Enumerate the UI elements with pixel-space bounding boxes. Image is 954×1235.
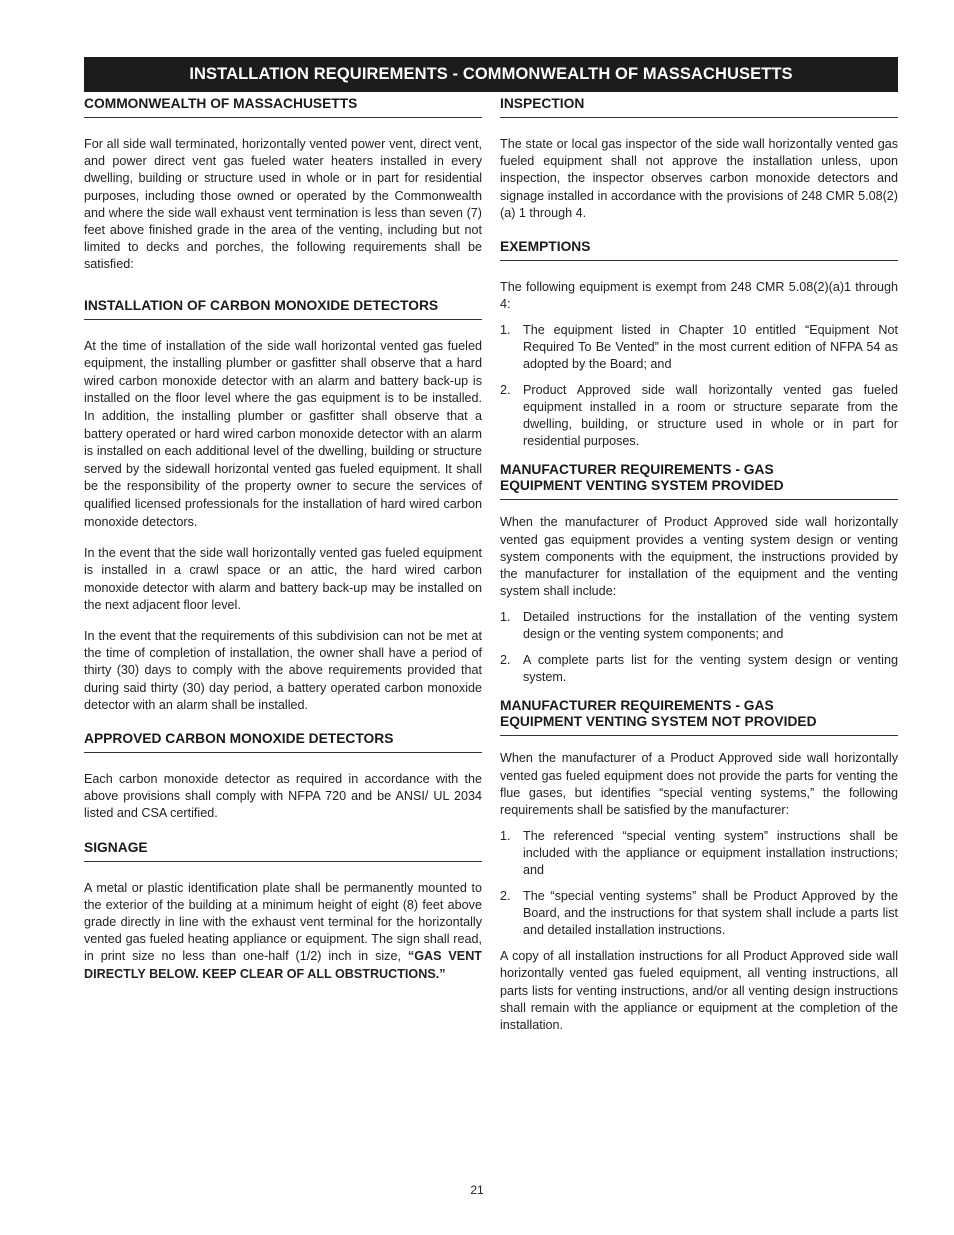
list-item: 2. A complete parts list for the venting system design or venting system. (500, 653, 898, 685)
section-title-commonwealth: COMMONWEALTH OF MASSACHUSETTS (84, 96, 482, 118)
paragraph: When the manufacturer of Product Approved side wall horizontally vented gas equipment provides a venting system design or venting system components with the equipment, the instructions provided by the manufacturer for installation of the equipment and the venting system shall include: (500, 515, 898, 599)
list-item: 1. The equipment listed in Chapter 10 entitled “Equipment Not Required To Be Vented” in the most current edition of NFPA 54 as adopted by the Board; and (500, 323, 898, 372)
list-item: 2. Product Approved side wall horizontally vented gas fueled equipment installed in a room or structure separate from the dwelling, building, or structure used in whole or in part for residential purposes. (500, 383, 898, 449)
paragraph: For all side wall terminated, horizontally vented power vent, direct vent, and power direct vent gas fueled water heaters installed in every dwelling, building or structure used in whole or in part for residential purposes, including those owned or operated by the Commonwealth and where the side wall exhaust vent termination is less than seven (7) feet above finished grade in the area of the venting, including but not limited to decks and porches, the following requirements shall be satisfied: (84, 137, 482, 272)
list-item: 1. Detailed instructions for the installation of the venting system design or the venting system components; and (500, 610, 898, 642)
paragraph-signage (84, 880, 482, 983)
section-title-signage: SIGNAGE (84, 840, 482, 862)
list-item: 2. The “special venting systems” shall be Product Approved by the Board, and the instructions for that system shall include a parts list and detailed installation instructions. (500, 889, 898, 938)
section-title-venting-provided: MANUFACTURER REQUIREMENTS - GAS EQUIPMENT VENTING SYSTEM PROVIDED (500, 462, 898, 500)
right-column (500, 96, 898, 1034)
section-title-co-detectors: INSTALLATION OF CARBON MONOXIDE DETECTORS (84, 298, 482, 320)
paragraph: The following equipment is exempt from 248 CMR 5.08(2)(a)1 through 4: (500, 280, 898, 312)
list-item: 1. The referenced “special venting system” instructions shall be included with the appliance or equipment installation instructions; and (500, 829, 898, 878)
paragraph: In the event that the side wall horizontally vented gas fueled equipment is installed in a crawl space or an attic, the hard wired carbon monoxide detector with alarm and battery back-up may be installed on the next adjacent floor level. (84, 546, 482, 612)
venting-provided-list (500, 609, 898, 686)
left-column (84, 96, 482, 983)
paragraph: When the manufacturer of a Product Approved side wall horizontally vented gas fueled equipment does not provide the parts for venting the flue gases, but identifies “special venting systems,” the following requirements shall be satisfied by the manufacturer: (500, 751, 898, 818)
exemptions-list (500, 322, 898, 450)
paragraph: In the event that the requirements of this subdivision can not be met at the time of completion of installation, the owner shall have a period of thirty (30) days to comply with the above requirements provided that during said thirty (30) day period, a battery operated carbon monoxide detector with an alarm shall be installed. (84, 628, 482, 712)
section-title-inspection: INSPECTION (500, 96, 898, 118)
paragraph: Each carbon monoxide detector as required in accordance with the above provisions shall comply with NFPA 720 and be ANSI/ UL 2034 listed and CSA certified. (84, 771, 482, 821)
signage-text: A metal or plastic identification plate shall be permanently mounted to the exterior of the building at a minimum height of eight (8) feet above grade directly in line with the exhaust vent terminal for the horizontally vented gas fueled heating appliance or equipment. The sign shall read, in print size no less than one-half (1/2) inch in size, (84, 880, 482, 964)
section-title-venting-not-provided: MANUFACTURER REQUIREMENTS - GAS EQUIPMENT VENTING SYSTEM NOT PROVIDED (500, 698, 898, 736)
paragraph: The state or local gas inspector of the side wall horizontally vented gas fueled equipment shall not approve the installation unless, upon inspection, the inspector observes carbon monoxide detectors and signage installed in accordance with the provisions of 248 CMR 5.08(2)(a) 1 through 4. (500, 137, 898, 220)
section-title-approved-detectors: APPROVED CARBON MONOXIDE DETECTORS (84, 731, 482, 753)
section-title-exemptions: EXEMPTIONS (500, 239, 898, 261)
paragraph: At the time of installation of the side wall horizontal vented gas fueled equipment, the installing plumber or gasfitter shall observe that a hard wired carbon monoxide detector with an alarm and battery back-up is installed on the floor level where the gas equipment is to be installed. In addition, the installing plumber or gasfitter shall observe that a battery operated or hard wired carbon monoxide detector with an alarm is installed on each additional level of the dwelling, building or structure served by the sidewall horizontal vented gas fueled equipment. It shall be the responsibility of the property owner to secure the services of qualified licensed professionals for the installation of hard wired carbon monoxide detectors. (84, 338, 482, 529)
signage-required-wording: “GAS VENT DIRECTLY BELOW. KEEP CLEAR OF ALL OBSTRUCTIONS.” (84, 949, 482, 981)
page-banner-title: INSTALLATION REQUIREMENTS - COMMONWEALTH OF MASSACHUSETTS (84, 57, 898, 92)
venting-not-provided-list (500, 828, 898, 939)
paragraph: A copy of all installation instructions for all Product Approved side wall horizontally vented gas fueled equipment, all venting instructions, all parts lists for venting instructions, and/or all venting design instructions shall remain with the appliance or equipment at the completion of the installation. (500, 949, 898, 1033)
page-number: 21 (470, 1183, 484, 1197)
